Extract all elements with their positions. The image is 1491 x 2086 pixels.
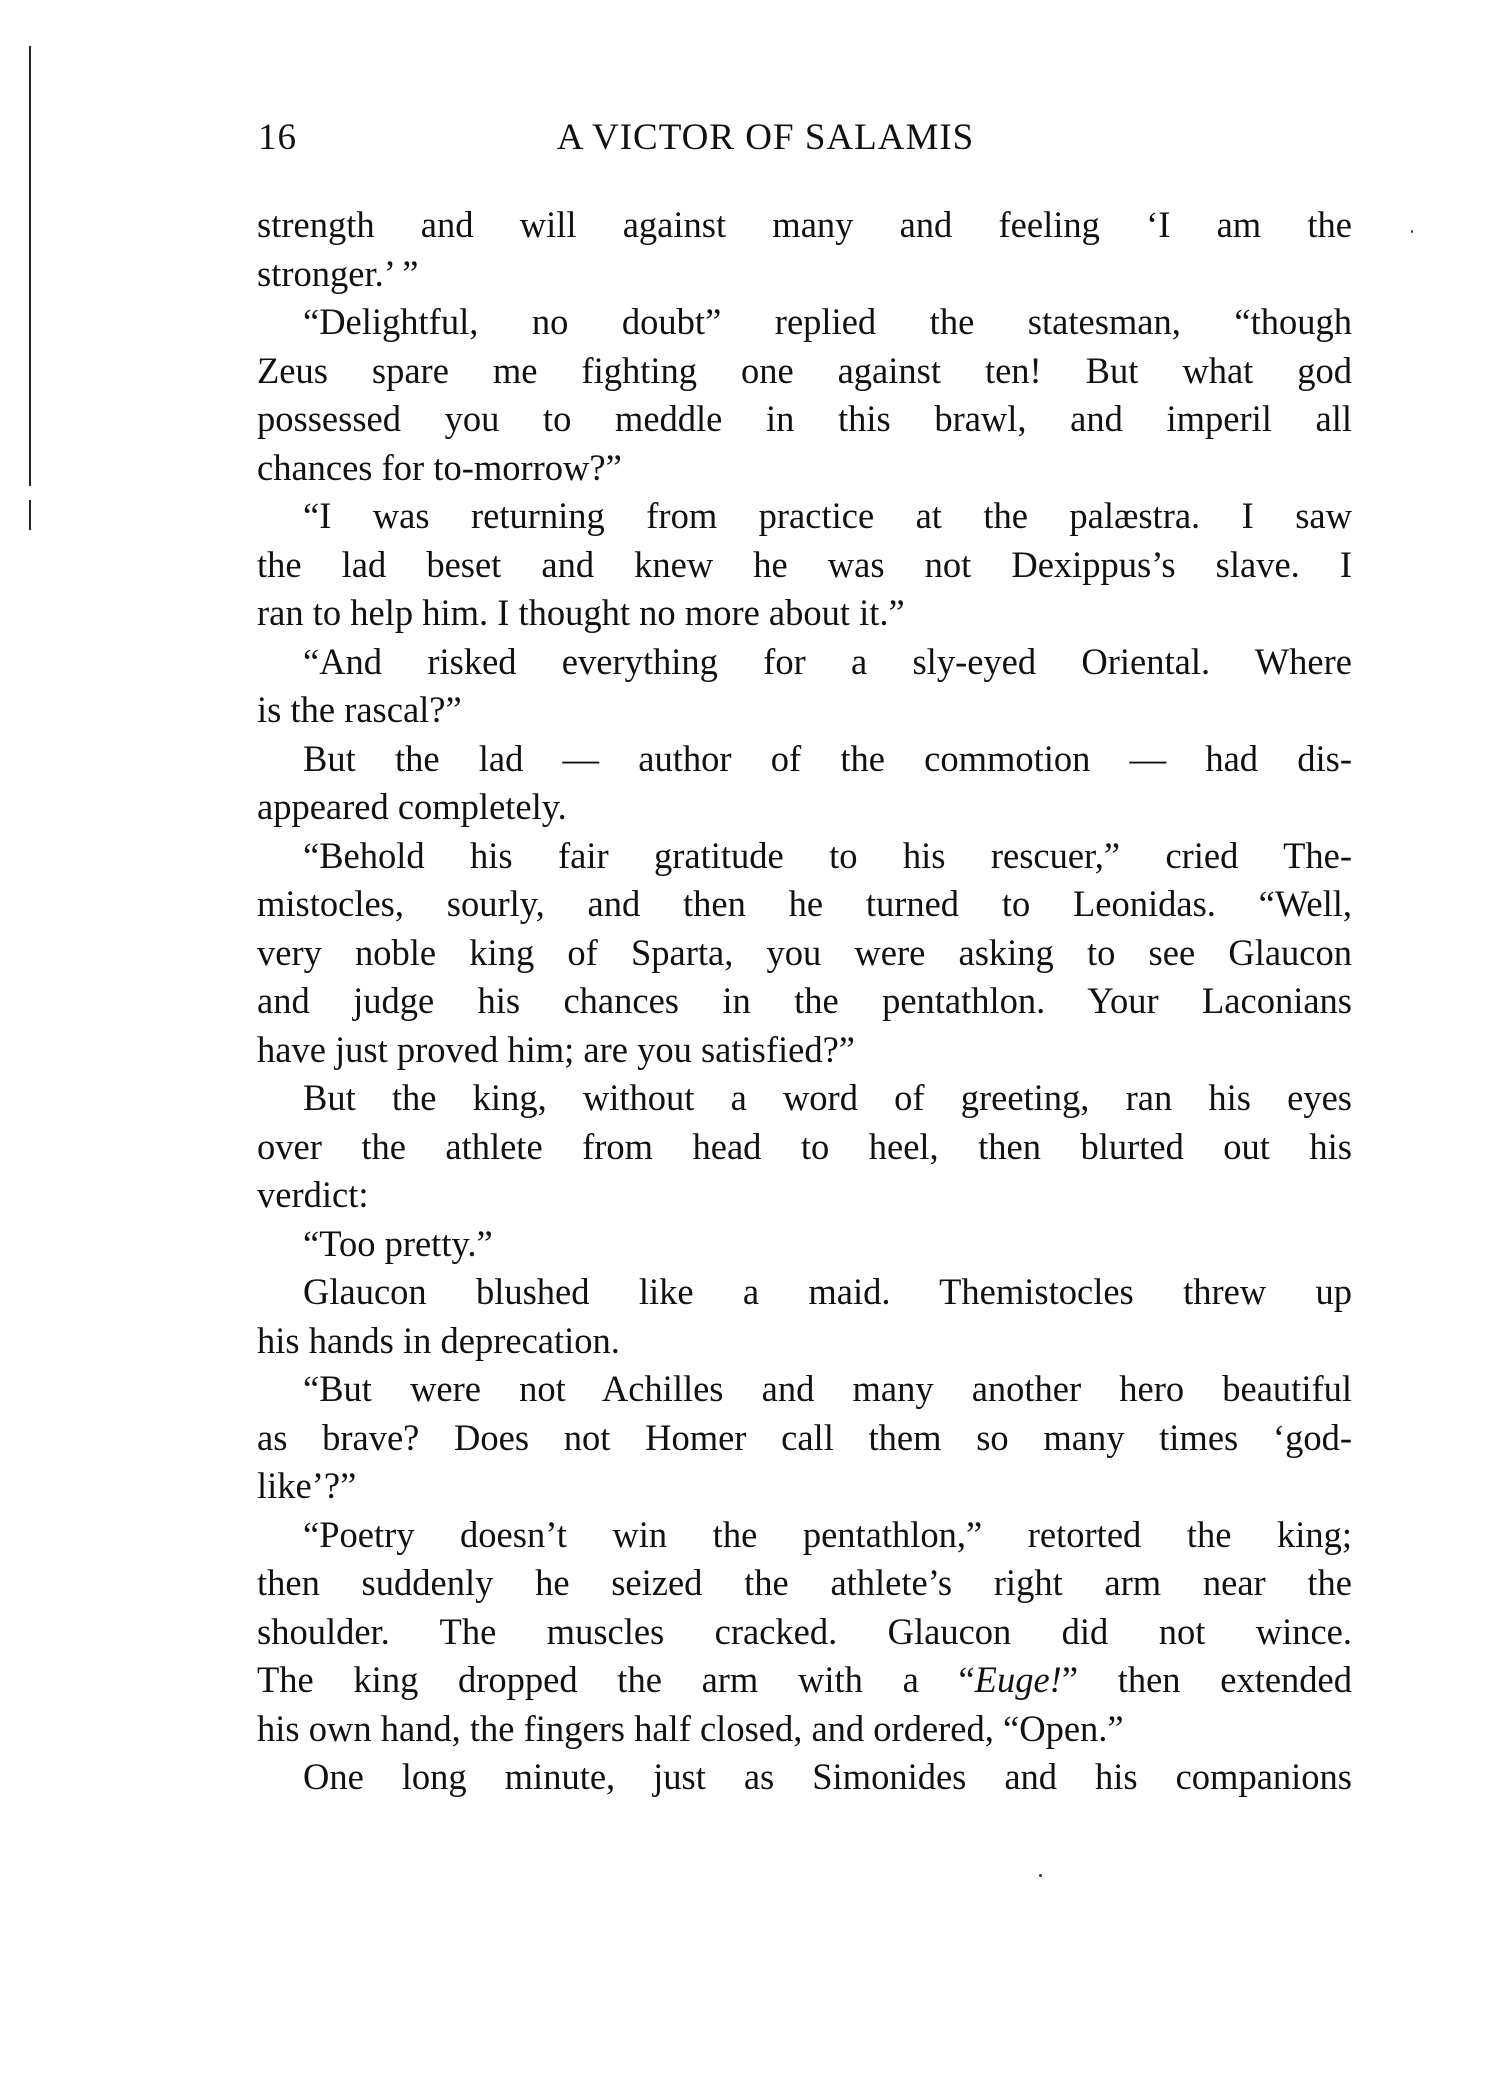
text-line: appeared completely. <box>257 786 567 827</box>
running-title: A VICTOR OF SALAMIS <box>556 117 975 158</box>
text-line: ran to help him. I thought no more about it.” <box>257 592 905 633</box>
text-line: shoulder. The muscles cracked. Glaucon did not wince. <box>257 1610 1352 1652</box>
text-line: mistocles, sourly, and then he turned to Leonidas. “Well, <box>257 883 1352 924</box>
scan-speck <box>1039 1874 1042 1877</box>
page-number: 16 <box>258 117 297 158</box>
text-line: Glaucon blushed like a maid. Themistocles threw up <box>303 1271 1352 1312</box>
text-line: “Poetry doesn’t win the pentathlon,” retorted the king; <box>303 1513 1352 1555</box>
text-line: But the lad — author of the commotion — had dis- <box>303 737 1352 779</box>
text-line: verdict: <box>257 1174 369 1215</box>
text-line: as brave? Does not Homer call them so many times ‘god- <box>257 1416 1352 1458</box>
text-line: possessed you to meddle in this brawl, and imperil all <box>257 398 1352 439</box>
text-line: then suddenly he seized the athlete’s right arm near the <box>257 1562 1352 1603</box>
scan-speck <box>1411 230 1413 233</box>
text-line: very noble king of Sparta, you were asking to see Glaucon <box>257 931 1352 973</box>
text-line: “Behold his fair gratitude to his rescuer,” cried The- <box>303 834 1352 876</box>
text-line: have just proved him; are you satisfied?” <box>257 1028 856 1070</box>
text-line: stronger.’ ” <box>257 252 419 294</box>
text-line: Zeus spare me fighting one against ten! But what god <box>257 349 1352 391</box>
text-line: and judge his chances in the pentathlon. Your Laconians <box>257 980 1352 1021</box>
text-line: “But were not Achilles and many another hero beautiful <box>303 1368 1352 1409</box>
text-line: the lad beset and knew he was not Dexippus’s slave. I <box>257 543 1352 585</box>
italic-text: Euge! <box>974 1659 1062 1700</box>
scan-margin-line <box>29 46 31 486</box>
text-segment: ” then extended <box>1061 1659 1352 1700</box>
text-line: is the rascal?” <box>257 689 462 730</box>
text-line: “I was returning from practice at the palæstra. I saw <box>303 495 1352 536</box>
text-line: strength and will against many and feeling ‘I am the <box>257 204 1352 245</box>
body-text <box>257 201 1352 1802</box>
text-segment: The king dropped the arm with a “ <box>257 1659 975 1700</box>
text-line: “Too pretty.” <box>303 1222 493 1264</box>
text-line: his hands in deprecation. <box>257 1319 620 1361</box>
text-line: “And risked everything for a sly-eyed Oriental. Where <box>303 640 1352 682</box>
text-line: “Delightful, no doubt” replied the statesman, “though <box>303 301 1352 342</box>
text-line <box>257 1656 1352 1705</box>
text-line: like’?” <box>257 1465 357 1506</box>
text-line: chances for to-morrow?” <box>257 446 622 488</box>
text-line: One long minute, just as Simonides and his companions <box>303 1756 1352 1797</box>
text-line: his own hand, the fingers half closed, and ordered, “Open.” <box>257 1707 1124 1749</box>
text-line: over the athlete from head to heel, then blurted out his <box>257 1125 1352 1167</box>
scan-margin-line <box>29 500 31 530</box>
text-line: But the king, without a word of greeting, ran his eyes <box>303 1077 1352 1118</box>
